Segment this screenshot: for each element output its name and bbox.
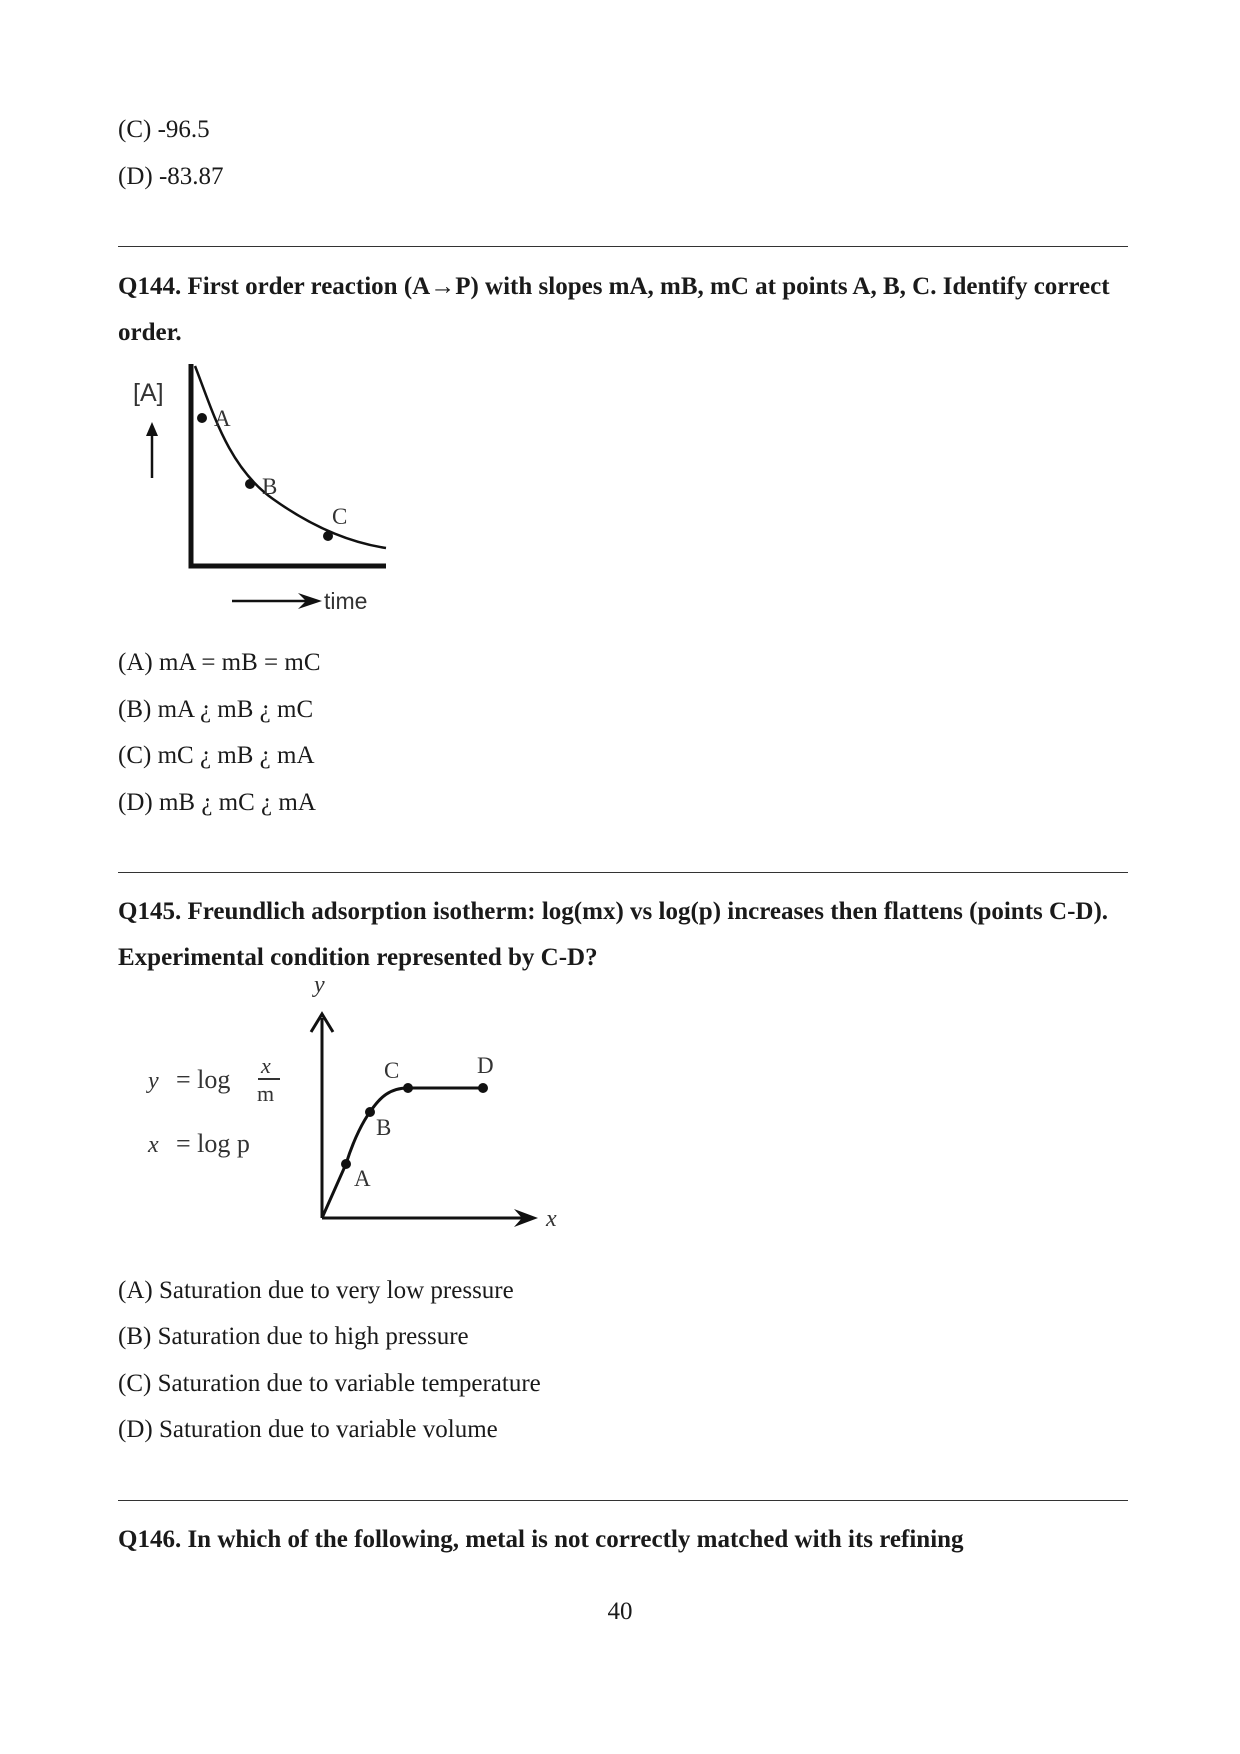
point-b-label: B (376, 1115, 392, 1140)
y-axis-label: y (314, 972, 325, 998)
q144-option-d: (D) mB ¿ mC ¿ mA (118, 789, 316, 816)
isotherm-curve (322, 1088, 483, 1218)
q144-title: Q144. First order reaction (A→P) with slopes mA, mB, mC at points A, B, C. Identify correct order. (118, 273, 1110, 346)
point-c (403, 1083, 413, 1093)
point-d-label: D (477, 1053, 494, 1078)
point-c-label: C (384, 1058, 400, 1083)
divider (118, 1500, 1128, 1501)
eq-x-lhs: x (148, 1132, 159, 1158)
q145-option-a: (A) Saturation due to very low pressure (118, 1277, 514, 1304)
point-a-label: A (214, 406, 231, 431)
q145-option-c: (C) Saturation due to variable temperature (118, 1370, 541, 1397)
point-a (341, 1159, 351, 1169)
q145-option-b: (B) Saturation due to high pressure (118, 1323, 469, 1350)
eq-y-rhs: = log (176, 1065, 231, 1094)
eq-y-lhs: y (148, 1068, 159, 1094)
point-c (323, 531, 333, 541)
q145-option-d: (D) Saturation due to variable volume (118, 1416, 498, 1443)
decay-curve (195, 366, 386, 548)
page-number: 40 (607, 1598, 633, 1625)
point-a-label: A (354, 1166, 371, 1191)
point-b-label: B (262, 474, 278, 499)
q146-title: Q146. In which of the following, metal is not correctly matched with its refining (118, 1526, 964, 1553)
q145-figure (118, 970, 588, 1260)
frac-denominator: m (257, 1081, 275, 1106)
divider (118, 246, 1128, 247)
eq-x-rhs: = log p (176, 1129, 250, 1158)
point-d (478, 1083, 488, 1093)
point-c-label: C (332, 504, 348, 529)
point-b (365, 1107, 375, 1117)
q144-option-b: (B) mA ¿ mB ¿ mC (118, 696, 314, 723)
prev-option-c: (C) -96.5 (118, 116, 210, 143)
divider (118, 872, 1128, 873)
q144-option-c: (C) mC ¿ mB ¿ mA (118, 742, 315, 769)
q144-figure (118, 352, 398, 622)
frac-numerator: x (261, 1053, 271, 1078)
point-b (245, 479, 255, 489)
point-a (197, 413, 207, 423)
q145-title: Q145. Freundlich adsorption isotherm: log(mx) vs log(p) increases then flattens (points C-D). Experimental condition represented by C-D? (118, 898, 1109, 971)
y-arrowhead (146, 422, 158, 436)
q144-y-label: [A] (133, 379, 164, 407)
q144-x-label: time (324, 588, 368, 614)
prev-option-d: (D) -83.87 (118, 163, 224, 190)
q144-option-a: (A) mA = mB = mC (118, 649, 321, 676)
x-axis-label: x (546, 1206, 557, 1232)
axes (191, 364, 386, 566)
